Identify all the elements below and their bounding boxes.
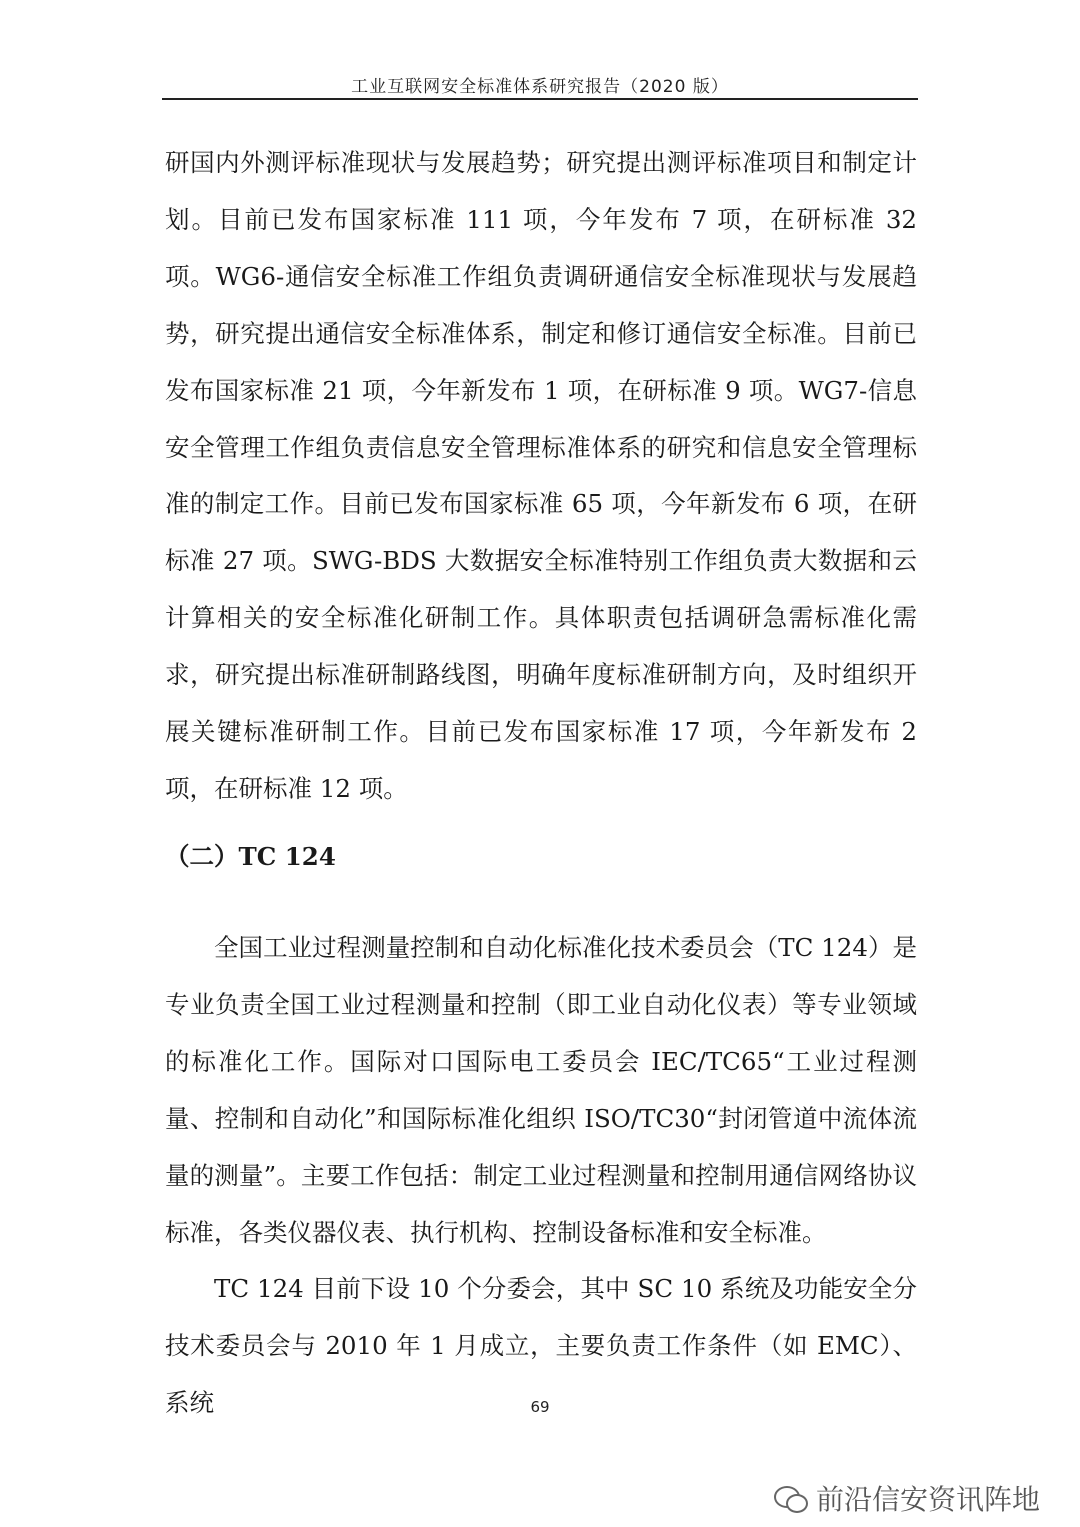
body-paragraph-1: 研国内外测评标准现状与发展趋势；研究提出测评标准项目和制定计划。目前已发布国家标准 111 项，今年发布 7 项，在研标准 32 项。WG6-通信安全标准工作组负责调研通信安全标准现状与发展趋势，研究提出通信安全标准体系，制定和修订通信安全标准。目前已发布国家标准 21 项，今年新发布 1 项，在研标准 9 项。WG7-信息安全管理工作组负责信息安全管理标准体系的研究和信息安全管理标准的制定工作。目前已发布国家标准 65 项，今年新发布 6 项，在研标准 27 项。SWG-BDS 大数据安全标准特别工作组负责大数据和云计算相关的安全标准化研制工作。具体职责包括调研急需标准化需求，研究提出标准研制路线图，明确年度标准研制方向，及时组织开展关键标准研制工作。目前已发布国家标准 17 项，今年新发布 2 项，在研标准 12 项。: [165, 148, 917, 803]
body-paragraph-2: 全国工业过程测量控制和自动化标准化技术委员会（TC 124）是专业负责全国工业过程测量和控制（即工业自动化仪表）等专业领域的标准化工作。国际对口国际电工委员会 IEC/TC65“工业过程测量、控制和自动化”和国际标准化组织 ISO/TC30“封闭管道中流体流量的测量”。主要工作包括：制定工业过程测量和控制用通信网络协议标准，各类仪器仪表、执行机构、控制设备标准和安全标准。: [165, 933, 917, 1247]
wechat-watermark: [774, 1478, 1040, 1518]
running-header: 工业互联网安全标准体系研究报告（2020 版）: [351, 77, 729, 97]
header-divider: [162, 98, 918, 100]
wechat-icon: [774, 1484, 808, 1512]
section-heading: （二）TC 124: [165, 842, 336, 871]
watermark-text: 前沿信安资讯阵地: [815, 1483, 1040, 1516]
page-number: 69: [530, 1398, 550, 1416]
body-paragraph-3: TC 124 目前下设 10 个分委会，其中 SC 10 系统及功能安全分技术委员会与 2010 年 1 月成立，主要负责工作条件（如 EMC）、系统: [165, 1274, 917, 1417]
